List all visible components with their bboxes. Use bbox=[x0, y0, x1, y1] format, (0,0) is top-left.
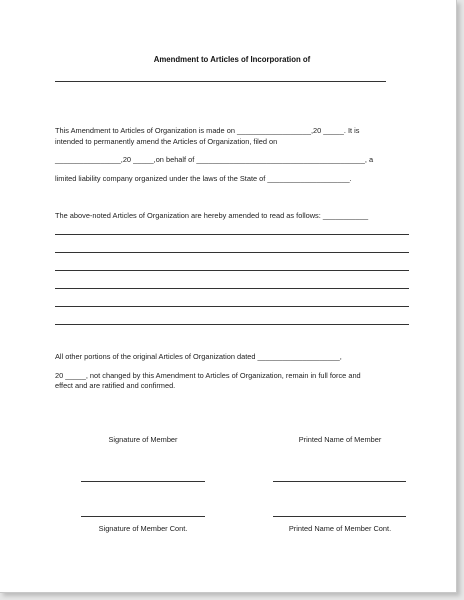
signature-cont-line bbox=[81, 516, 205, 517]
amendment-line bbox=[55, 252, 409, 253]
printed-name-line bbox=[273, 481, 406, 482]
para1-line1: This Amendment to Articles of Organization is made on __________________,20 _____. It is bbox=[55, 126, 360, 135]
signature-line bbox=[81, 481, 205, 482]
signature-of-member-label: Signature of Member bbox=[108, 435, 178, 444]
printed-name-of-member-label: Printed Name of Member bbox=[298, 435, 382, 444]
para3-line2: 20 _____, not changed by this Amendment to Articles of Organization, remain in full force and bbox=[55, 371, 361, 380]
amendment-line bbox=[55, 306, 409, 307]
para3-line3: effect and are ratified and confirmed. bbox=[55, 381, 176, 390]
amendment-line bbox=[55, 234, 409, 235]
company-name-line bbox=[55, 81, 386, 82]
printed-name-cont-line bbox=[273, 516, 406, 517]
para1-line4: limited liability company organized under the laws of the State of ____________________. bbox=[55, 174, 352, 183]
para3-line1: All other portions of the original Articles of Organization dated ____________________, bbox=[55, 352, 342, 361]
amendment-line bbox=[55, 324, 409, 325]
signature-of-member-cont-label: Signature of Member Cont. bbox=[98, 524, 188, 533]
para1-line3: ________________,20 _____,on behalf of _________________________________________, a bbox=[55, 155, 374, 164]
para1-line2: intended to permanently amend the Articles of Organization, filed on bbox=[55, 137, 278, 146]
para2-line1: The above-noted Articles of Organization are hereby amended to read as follows: ___________ bbox=[55, 211, 369, 220]
amendment-line bbox=[55, 288, 409, 289]
printed-name-of-member-cont-label: Printed Name of Member Cont. bbox=[288, 524, 392, 533]
document-title: Amendment to Articles of Incorporation of bbox=[153, 55, 311, 64]
amendment-line bbox=[55, 270, 409, 271]
